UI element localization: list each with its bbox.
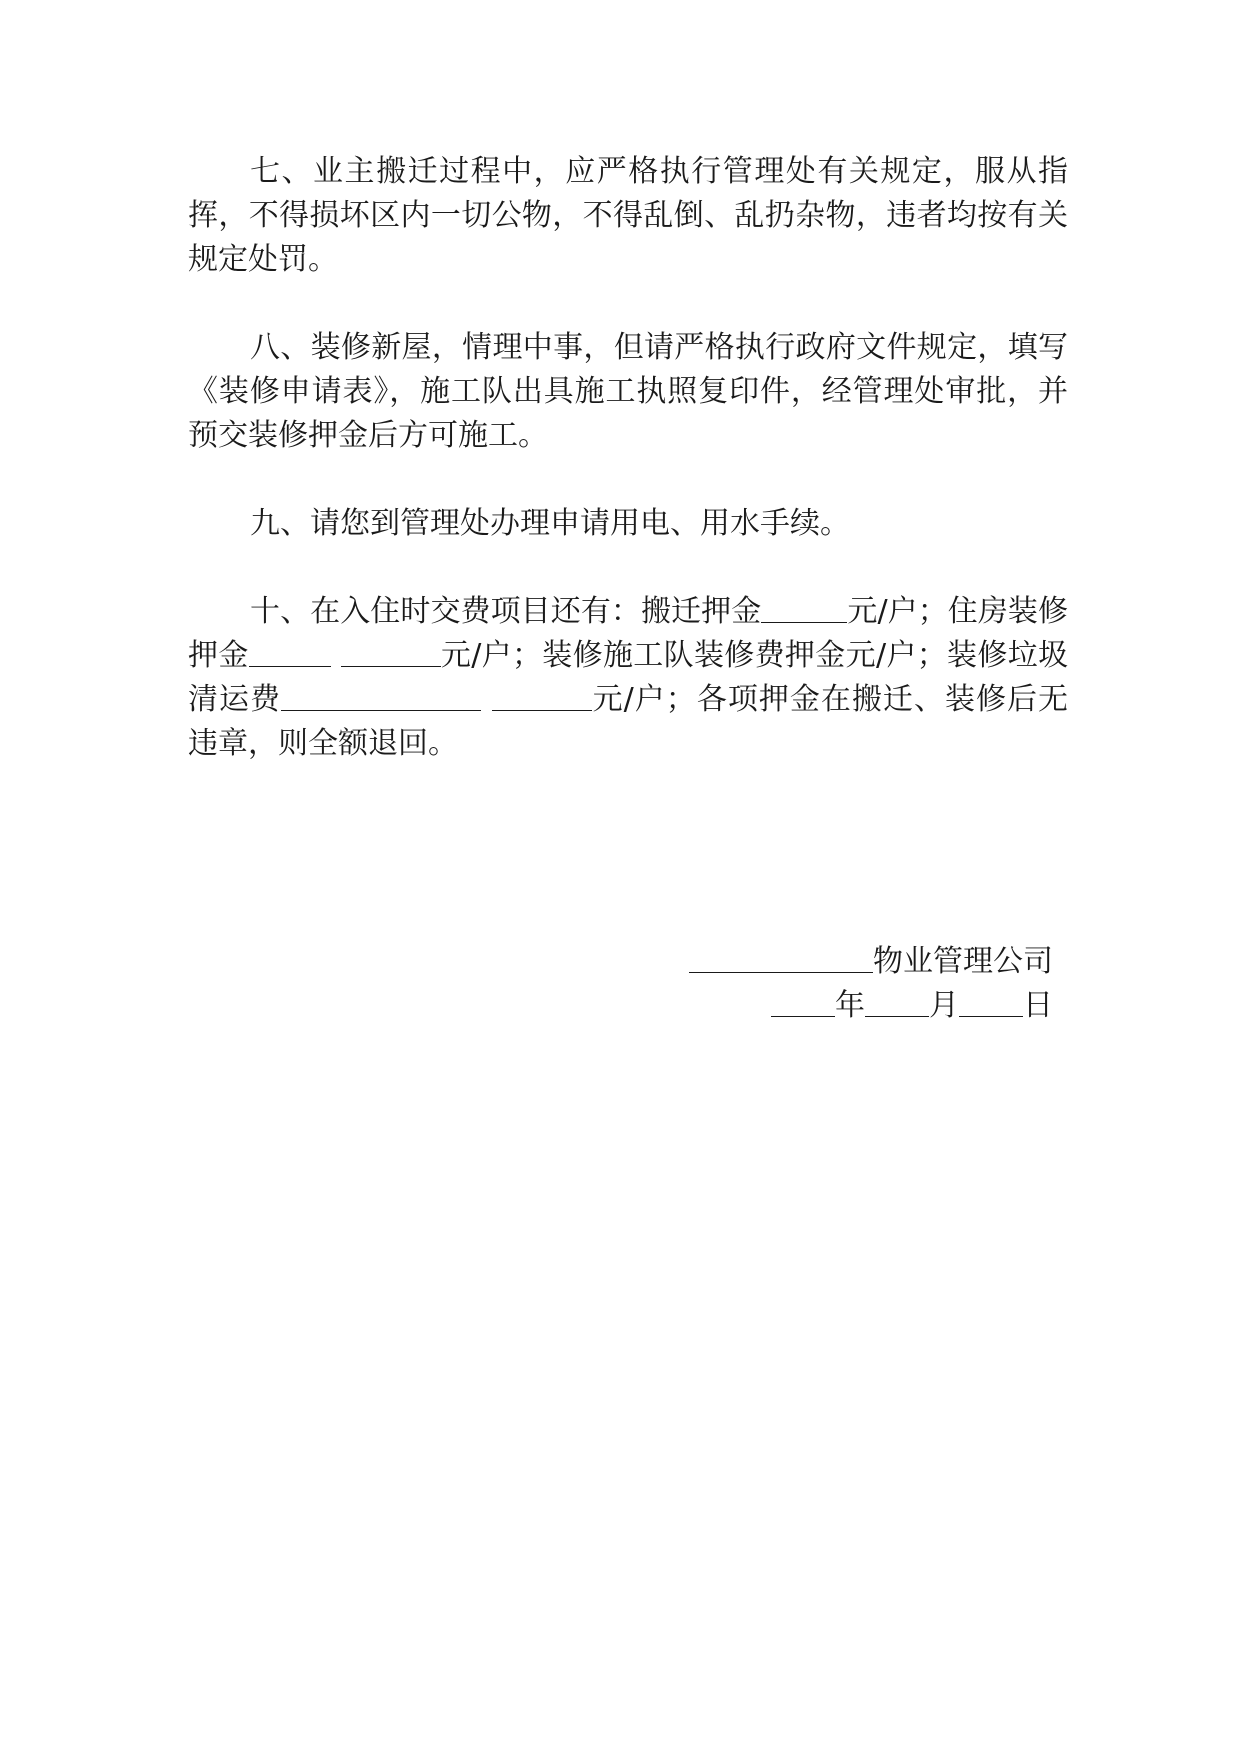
paragraph-10 (188, 590, 1068, 766)
signature-block (689, 940, 1053, 1028)
paragraph-10-part2: 元/户；住房装修押金 (188, 594, 1069, 673)
signature-date-line (689, 984, 1053, 1028)
paragraph-10-part5: 元/户；各项押金在搬迁、装修后无违章，则全额退回。 (188, 682, 1069, 761)
paragraph-10-part3: 元/户；装修施工队装修费押金 (440, 638, 846, 673)
blank-waste-fee (281, 678, 481, 711)
blank-company-name (689, 940, 873, 973)
blank-day (959, 984, 1023, 1017)
paragraph-9: 九、请您到管理处办理申请用电、用水手续。 (250, 506, 850, 541)
day-label: 日 (1023, 988, 1053, 1023)
paragraph-7: 七、业主搬迁过程中，应严格执行管理处有关规定，服从指挥，不得损坏区内一切公物，不得乱倒、乱扔杂物，违者均按有关规定处罚。 (188, 154, 1068, 277)
company-label: 物业管理公司 (873, 944, 1053, 979)
blank-moving-deposit (761, 590, 847, 623)
blank-renovation-deposit (249, 634, 331, 667)
month-label: 月 (929, 988, 959, 1023)
blank-renovation-deposit-2 (341, 634, 441, 667)
paragraph-10-part4: 元/户；装修垃圾清运费 (188, 638, 1069, 717)
blank-month (865, 984, 929, 1017)
paragraph-8: 八、装修新屋，情理中事，但请严格执行政府文件规定，填写《装修申请表》，施工队出具施工执照复印件，经管理处审批，并预交装修押金后方可施工。 (188, 330, 1068, 453)
signature-company-line (689, 940, 1053, 984)
blank-year (771, 984, 835, 1017)
paragraph-10-part1: 十、在入住时交费项目还有：搬迁押金 (250, 594, 762, 629)
year-label: 年 (835, 988, 865, 1023)
document-body (188, 150, 1068, 810)
blank-waste-fee-2 (492, 678, 592, 711)
